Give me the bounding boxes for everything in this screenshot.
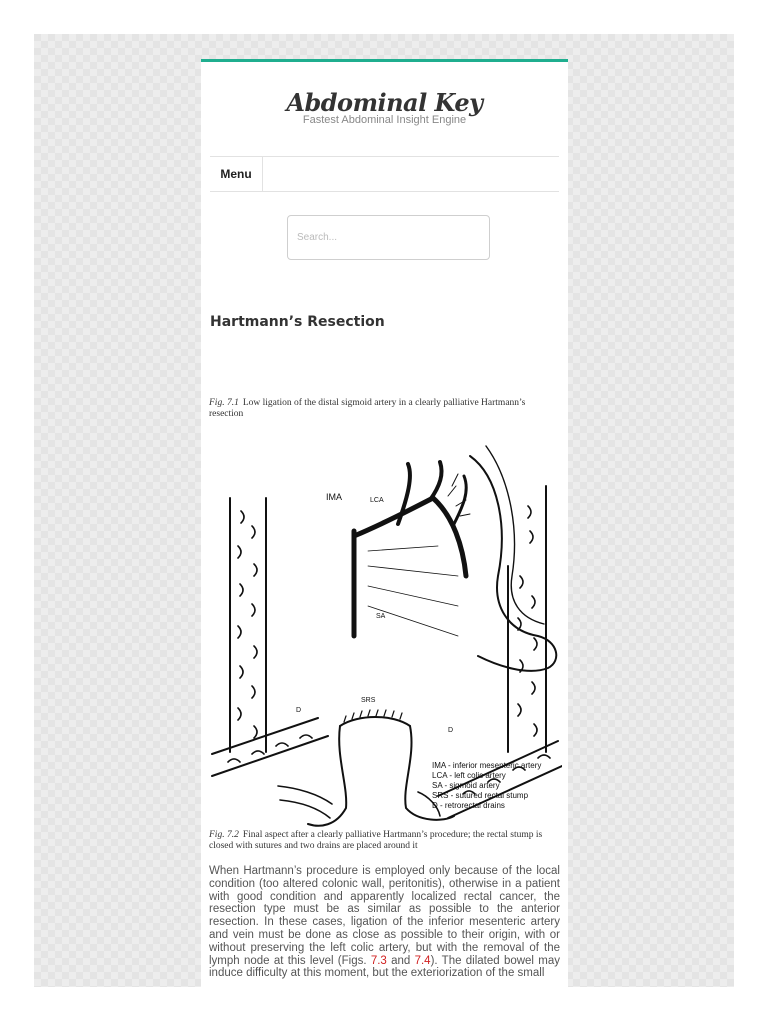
legend-item: LCA - left colic artery: [432, 771, 506, 780]
label-lca: LCA: [370, 497, 384, 504]
surgical-illustration: [208, 436, 562, 828]
site-title[interactable]: Abdominal Key: [286, 88, 483, 117]
post-title: Hartmann’s Resection: [210, 314, 385, 330]
figure-link-7-3[interactable]: 7.3: [370, 954, 387, 967]
legend-item: SRS - sutured rectal stump: [432, 791, 529, 800]
figure-caption-text-1: Low ligation of the distal sigmoid artery in a clearly palliative Hartmann’s resection: [209, 398, 526, 419]
search-input[interactable]: [287, 215, 490, 260]
content-column: [201, 59, 568, 990]
legend-item: SA - sigmoid artery: [432, 781, 500, 790]
paragraph-text: ). The dilated bowel may induce difficulty at this moment, but the exteriorization of the small: [209, 954, 560, 980]
label-srs: SRS: [361, 697, 376, 704]
nav-bar: [210, 156, 559, 192]
article-paragraph: [209, 865, 560, 980]
figure-caption-1: [209, 398, 559, 420]
figure-number-1: Fig. 7.1: [209, 398, 239, 408]
paragraph-text: When Hartmann’s procedure is employed only because of the local condition (too altered colonic wall, peritonitis), otherwise in a patient with good condition and apparently localized rectal cancer, the resection type must be as similar as possible to the anterior resection. In these cases, ligation of the inferior mesenteric artery and vein must be done as close as possible to their origin, with or without preserving the left colic artery, but with the removal of the lymph node at this level (Figs.: [209, 865, 560, 967]
figure-caption-text-2: Final aspect after a clearly palliative Hartmann’s procedure; the rectal stump is closed with sutures and two drains are placed around it: [209, 830, 543, 851]
paragraph-text: and: [386, 954, 415, 967]
menu-button[interactable]: Menu: [210, 157, 263, 191]
label-d-left: D: [296, 707, 302, 714]
label-sa: SA: [376, 613, 386, 620]
figure-link-7-4[interactable]: 7.4: [414, 954, 431, 967]
figure-caption-2: [209, 830, 559, 852]
site-tagline: Fastest Abdominal Insight Engine: [302, 114, 467, 126]
label-d-right: D: [448, 727, 454, 734]
label-ima: IMA: [326, 492, 343, 502]
legend-item: D - retrorectal drains: [432, 801, 505, 810]
legend-item: IMA - inferior mesenteric artery: [432, 761, 542, 770]
figure-number-2: Fig. 7.2: [209, 830, 239, 840]
